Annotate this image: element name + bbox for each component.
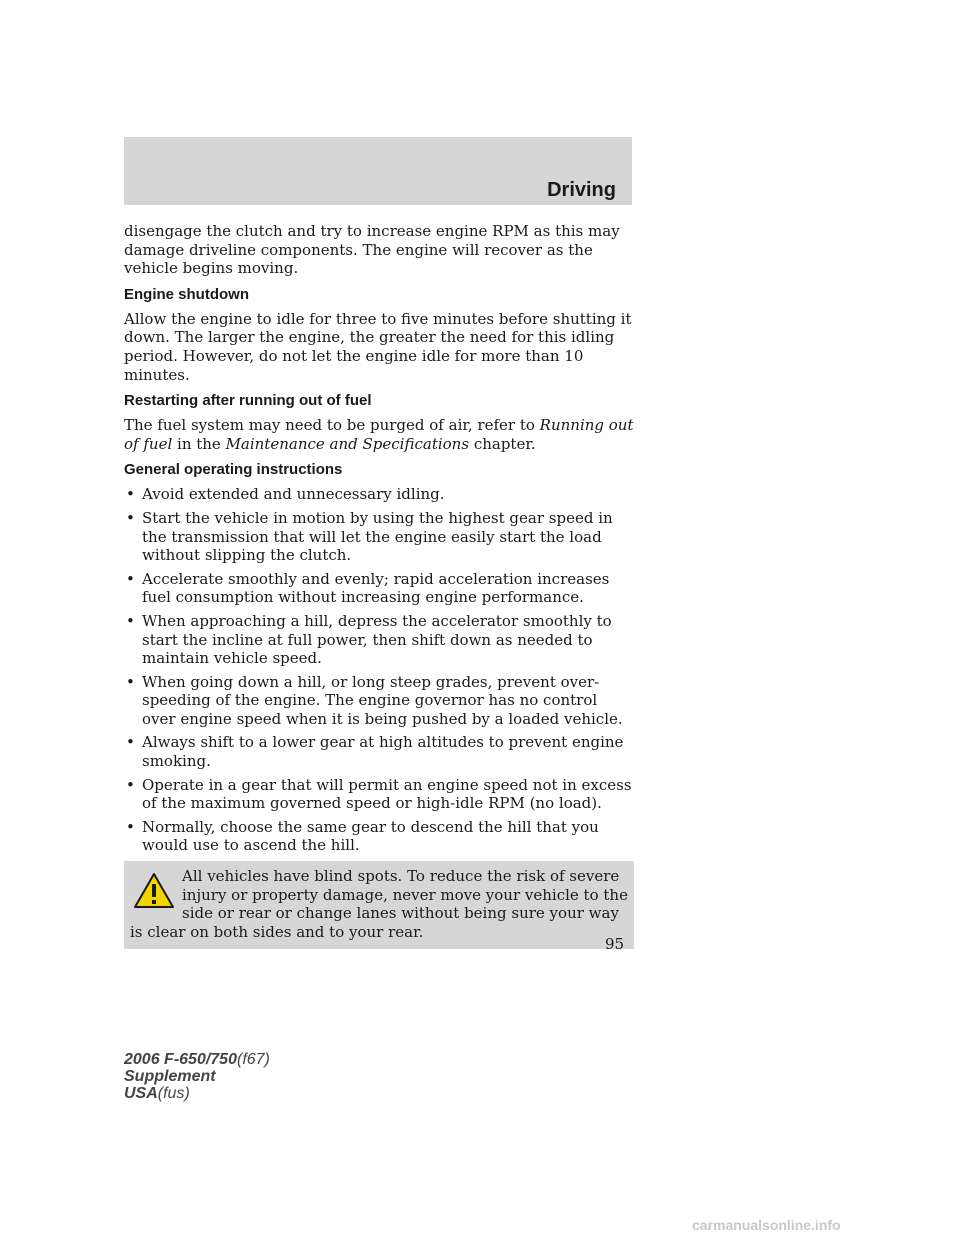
header-band	[124, 137, 632, 205]
restarting-text-after: chapter.	[469, 434, 536, 453]
list-item-text: Operate in a gear that will permit an engine speed not in excess of the maximum governed speed or high-idle RPM (no load).	[142, 775, 632, 813]
footer-line-region	[124, 1085, 270, 1102]
bullet-icon: •	[126, 775, 135, 794]
bullet-icon: •	[126, 485, 135, 504]
engine-shutdown-heading: Engine shutdown	[124, 285, 249, 303]
general-instructions-heading: General operating instructions	[124, 461, 343, 479]
engine-shutdown-text: Allow the engine to idle for three to five minutes before shutting it down. The larger the engine, the greater the need for this idling period. However, do not let the engine idle for more than 10 minutes.	[124, 309, 632, 384]
bullet-icon: •	[126, 817, 135, 836]
footer-model: 2006 F-650/750	[124, 1051, 237, 1068]
bullet-icon: •	[126, 611, 135, 630]
footer-line-model	[124, 1051, 270, 1068]
footer-region: USA	[124, 1085, 158, 1102]
maintenance-chapter-reference: Maintenance and Specifications	[225, 434, 470, 453]
document-footer	[124, 1051, 270, 1102]
bullet-icon: •	[126, 569, 135, 588]
list-item-text: Always shift to a lower gear at high altitudes to prevent engine smoking.	[142, 733, 624, 771]
restarting-heading: Restarting after running out of fuel	[124, 392, 372, 410]
warning-text: All vehicles have blind spots. To reduce the risk of severe injury or property damage, never move your vehicle to the side or rear or change lanes without being sure your way is clear on both sides and to your rear.	[130, 867, 628, 941]
list-item	[124, 612, 634, 668]
list-item-text: When approaching a hill, depress the accelerator smoothly to start the incline at full power, then shift down as needed to maintain vehicle speed.	[142, 611, 612, 668]
list-item-text: When going down a hill, or long steep grades, prevent over-speeding of the engine. The engine governor has no control over engine speed when it is being pushed by a loaded vehicle.	[142, 672, 623, 728]
list-item	[124, 485, 634, 504]
restarting-text	[124, 416, 634, 453]
watermark: carmanualsonline.info	[692, 1217, 841, 1233]
list-item	[124, 509, 634, 565]
warning-triangle-icon	[132, 871, 176, 911]
list-item-text: Avoid extended and unnecessary idling.	[142, 485, 445, 504]
footer-supplement: Supplement	[124, 1068, 216, 1085]
list-item	[124, 776, 634, 813]
list-item	[124, 673, 634, 729]
page-number: 95	[605, 935, 625, 953]
footer-region-code: (fus)	[157, 1085, 190, 1102]
restarting-text-middle: in the	[172, 434, 226, 453]
restarting-text-before: The fuel system may need to be purged of air, refer to	[124, 416, 540, 435]
warning-box	[124, 861, 634, 949]
list-item-text: Accelerate smoothly and evenly; rapid acceleration increases fuel consumption without increasing engine performance.	[142, 569, 610, 607]
list-item	[124, 570, 634, 607]
footer-line-supplement	[124, 1068, 270, 1085]
intro-paragraph: disengage the clutch and try to increase engine RPM as this may damage driveline components. The engine will recover as the vehicle begins moving.	[124, 222, 620, 278]
list-item	[124, 733, 634, 770]
running-out-of-fuel-reference: Running out of fuel	[124, 416, 634, 453]
bullet-icon: •	[126, 672, 135, 691]
instructions-list	[124, 485, 634, 855]
footer-model-code: (f67)	[236, 1051, 270, 1068]
section-title: Driving	[547, 179, 616, 201]
page-content	[124, 222, 634, 949]
bullet-icon: •	[126, 733, 135, 752]
list-item-text: Normally, choose the same gear to descend the hill that you would use to ascend the hill.	[142, 817, 599, 855]
list-item-text: Start the vehicle in motion by using the highest gear speed in the transmission that will let the engine easily start the load without slipping the clutch.	[142, 508, 613, 565]
list-item	[124, 818, 634, 855]
bullet-icon: •	[126, 508, 135, 527]
